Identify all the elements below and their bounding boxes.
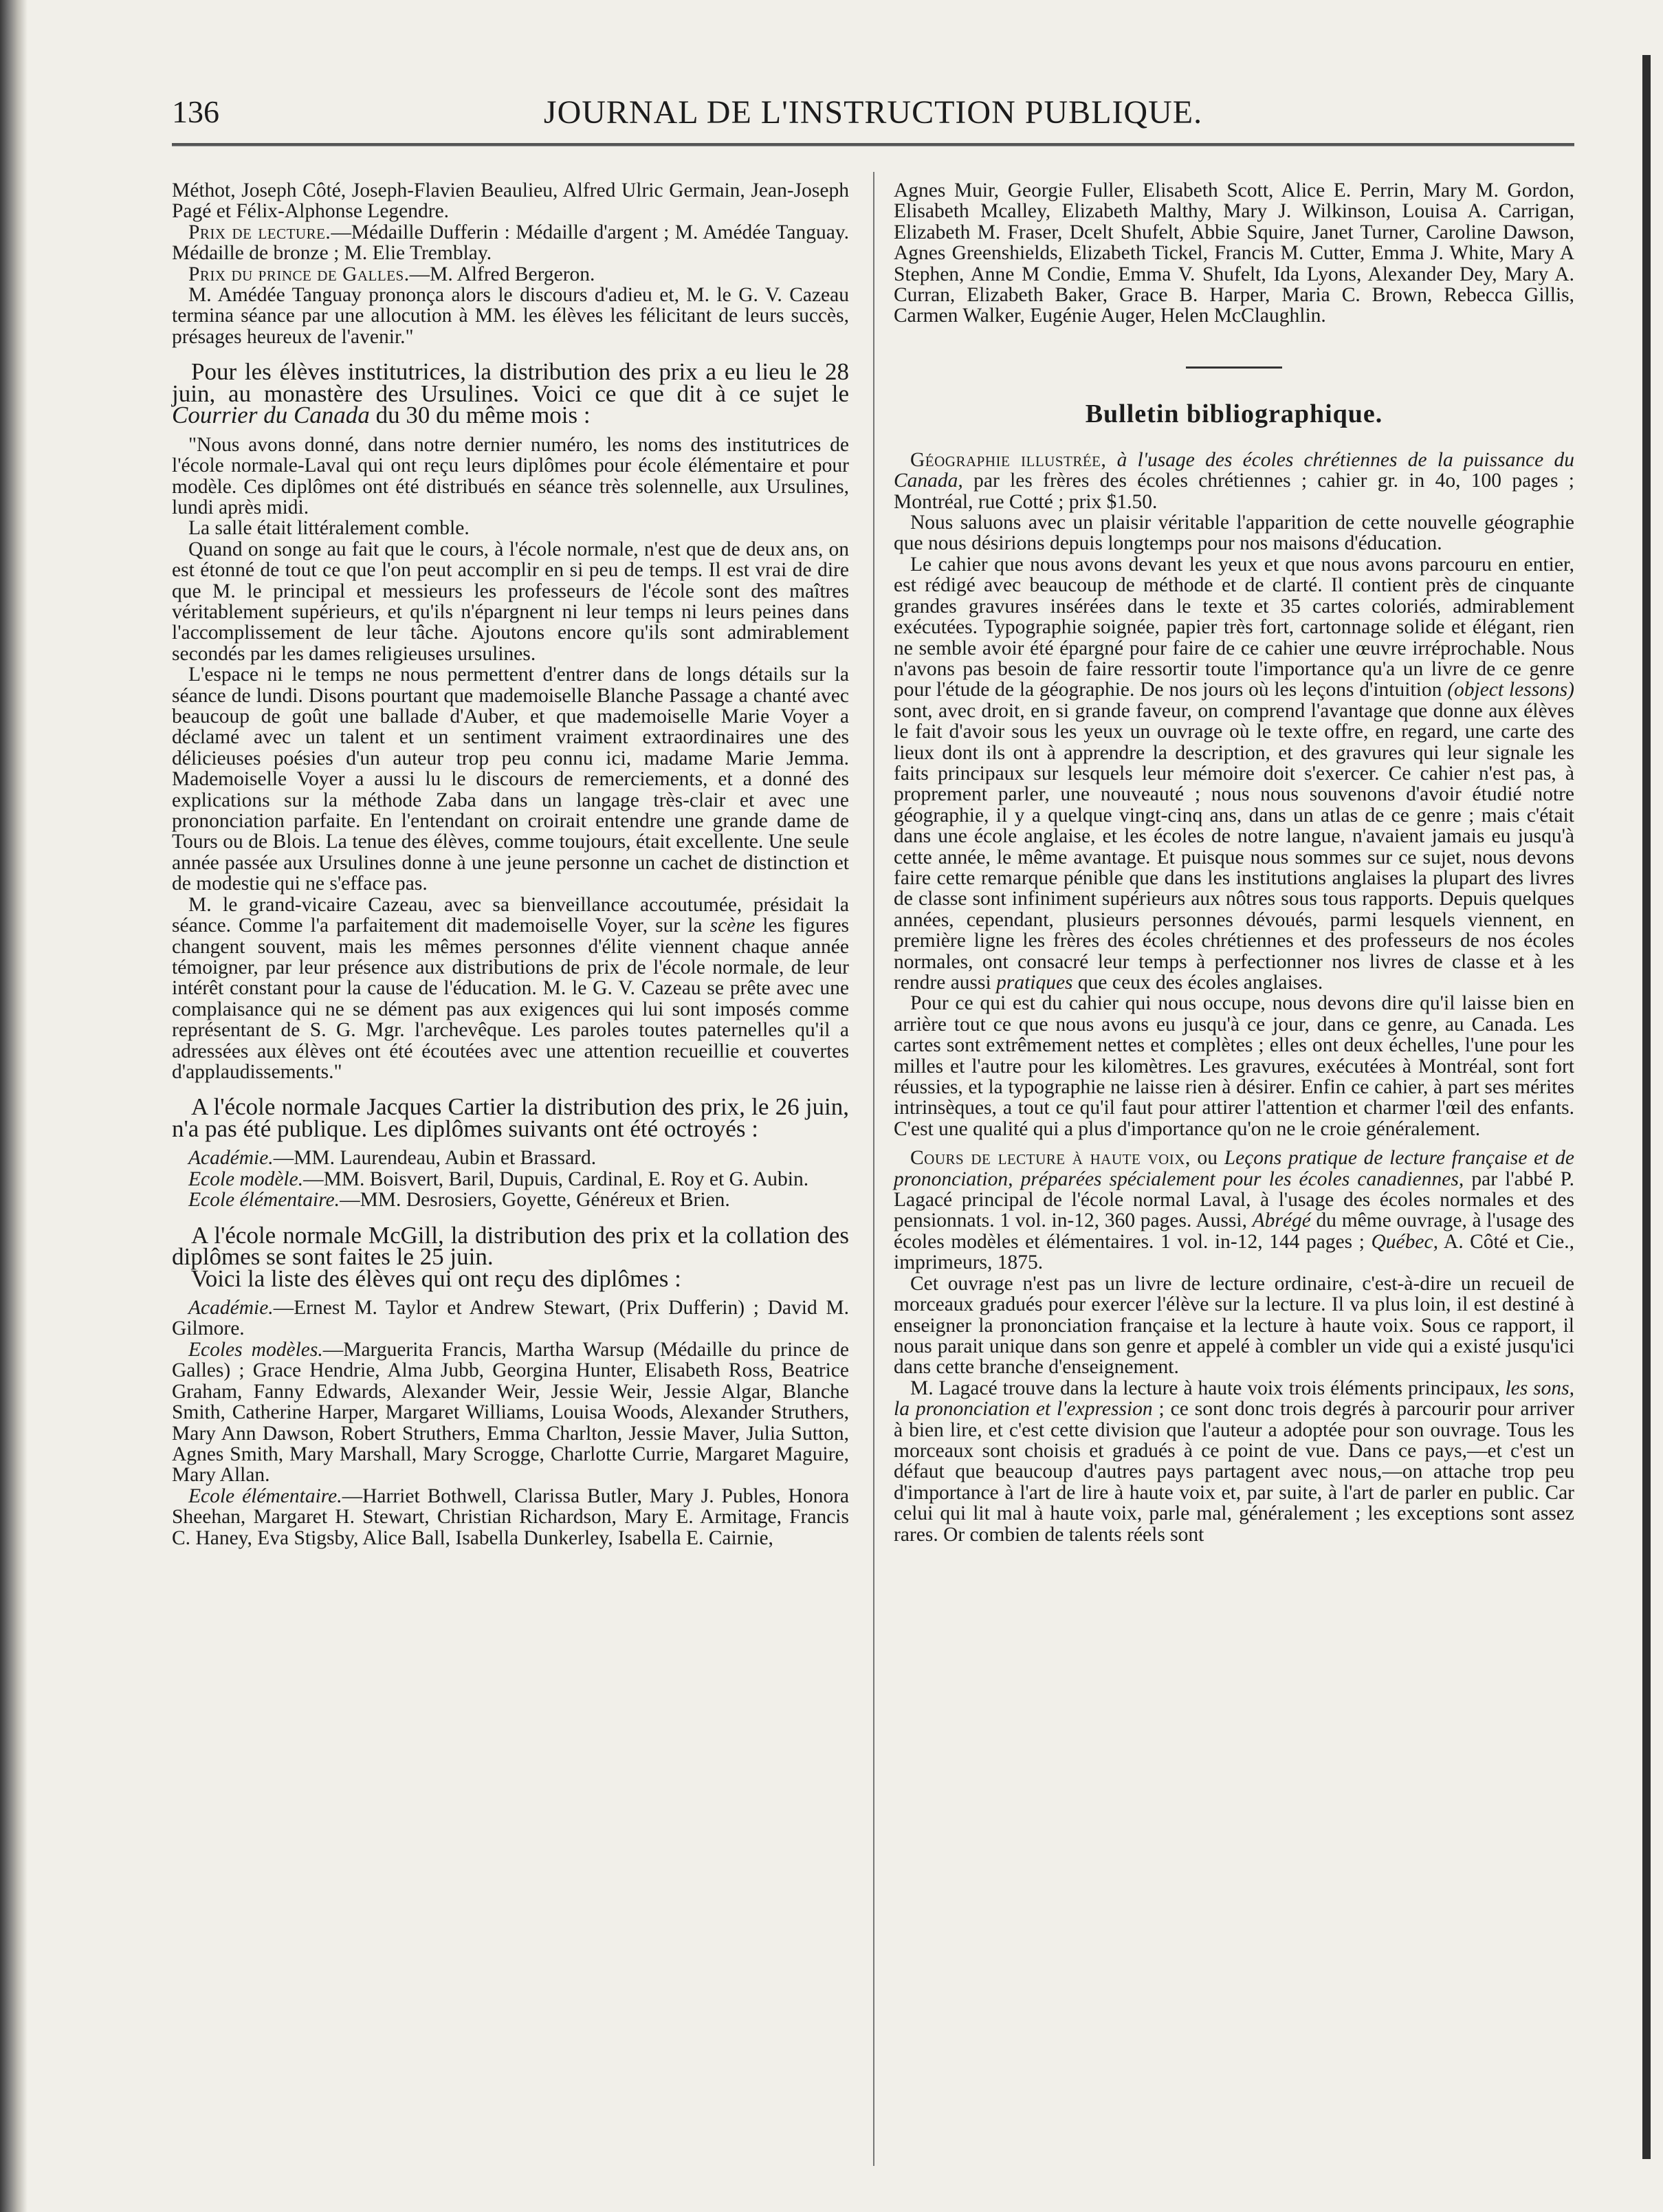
page-edge-bar [1642, 55, 1651, 2159]
paragraph-text: —M. Alfred Bergeron. [409, 263, 595, 285]
page-number: 136 [172, 94, 219, 129]
paragraph-text: Pour les élèves institutrices, la distribution des prix a eu lieu le 28 juin, au monastère des Ursulines. Voici ce que dit à ce sujet le [172, 358, 849, 407]
paragraph-text: —Médaille Dufferin : Médaille d'argent ; M. Amédée Tanguay. Médaille de bronze ; M. Elie Tremblay. [172, 221, 849, 265]
left-column [172, 180, 849, 1548]
book-entry [894, 1148, 1574, 1273]
book-details: par l'abbé P. Lagacé principal de l'école normal Laval, à l'usage des écoles normales et des pensionnats. 1 vol. in-12, 360 pages. Aussi, [894, 1168, 1574, 1232]
paragraph-text: sont, avec droit, en si grande faveur, on comprend l'avantage que donne aux élèves le fait d'avoir sous les yeux un ouvrage où le texte offre, en regard, une carte des lieux dont ils ont à apprendre la description, et des gravures qui leur signale les faits principaux sur lesquels leur mémoire doit s'exercer. Ce cahier n'est pas, à proprement parler, une nouveauté ; nous nous souvenons d'avoir étudié notre géographie, il y a quelque vingt-cinq ans, dans un atlas de ce genre ; mais c'était dans une école anglaise, et les écoles de notre langue, n'avaient jamais eu jusqu'à cette année, le même avantage. Et puisque nous sommes sur ce sujet, nous devons faire cette remarque pénible que dans les institutions anglaises la plupart des livres de classe sont infiniment supérieurs aux nôtres sous tous rapports. Depuis quelques années, cependant, plusieurs personnes dévoués, parmi lesquels viennent, en première ligne les frères des écoles chrétiennes et des professeurs de nos écoles normales, ont consacré leur temps à perfectionner nos livres de classe et à les rendre aussi [894, 699, 1574, 994]
paragraph: La salle était littéralement comble. [188, 517, 470, 540]
binding-edge [0, 0, 27, 2212]
paragraph-text: M. le grand-vicaire Cazeau, avec sa bienveillance accoutumée, présidait la séance. Comme l'a parfaitement dit mademoiselle Voyer, sur la [172, 893, 849, 937]
paragraph-text: que ceux des écoles anglaises. [1072, 972, 1323, 994]
book-subtitle: à l'usage des écoles chrétiennes de la puissance du Canada, [894, 448, 1574, 492]
paragraph [172, 264, 849, 285]
diploma-label: Ecole élémentaire. [188, 1485, 342, 1507]
paragraph: Agnes Muir, Georgie Fuller, Elisabeth Scott, Alice E. Perrin, Mary M. Gordon, Elisabeth Mcalley, Elizabeth Malthy, Mary J. Wilkinson, Louisa A. Carrigan, Elizabeth M. Fraser, Dcelt Shufelt, Abbie Squire, Janet Turner, Caroline Dawson, Agnes Greenshields, Elizabeth Tickel, Francis M. Cutter, Emma J. White, Mary A Stephen, Anne M Condie, Emma V. Shufelt, Ida Lyons, Alexander Dey, Mary A. Curran, Elizabeth Baker, Grace B. Harper, Maria C. Brown, Rebecca Gillis, Carmen Walker, Eugénie Auger, Helen McClaughlin. [894, 179, 1574, 327]
paragraph: A l'école normale Jacques Cartier la distribution des prix, le 26 juin, n'a pas été publique. Les diplômes suivants ont été octroyés : [172, 1093, 849, 1142]
prize-label: Prix du prince de Galles. [188, 263, 410, 285]
paragraph: Pour ce qui est du cahier qui nous occupe, nous devons dire qu'il laisse bien en arrière tout ce que nous avons eu jusqu'à ce jour, dans ce genre, au Canada. Les cartes sont extrêmement nettes et complètes ; elles ont deux échelles, l'une pour les milles et l'autre pour les kilomètres. Les gravures, exécutées à Montréal, sont fort réussies, et la typographie ne laisse rien à désirer. Enfin ce cahier, à part ses mérites intrinsèques, a tout ce qu'il faut pour attirer l'attention et charmer l'œil des enfants. C'est une qualité qui a plus d'importance qu'on ne le croie généralement. [894, 992, 1574, 1140]
italic-word: Abrégé [1252, 1209, 1311, 1232]
paragraph-text: ; ce sont donc trois degrés à parcourir pour arriver à bien lire, et c'est cette division que l'auteur a adoptée pour son ouvrage. Tous les morceaux sont choisis et gradués à ce point de vue. Dans ce pays,—et c'est un défaut que beaucoup d'autres pays partagent avec nous,—on attache trop peu d'importance à l'art de lire à haute voix et, par suite, à l'art de parler en public. Car celui qui lit mal à haute voix, parle mal, généralement ; les exceptions sont assez rares. Or combien de talents réels sont [894, 1398, 1574, 1546]
paragraph-text: du 30 du même mois : [369, 402, 591, 429]
right-column [894, 180, 1574, 1545]
diploma-names: —MM. Laurendeau, Aubin et Brassard. [273, 1147, 597, 1170]
paragraph-text: ou [1190, 1147, 1224, 1170]
book-details: du même ouvrage, à l'usage des écoles modèles et élémentaires. 1 vol. in-12, 144 pages ; [894, 1209, 1574, 1253]
italic-word: Québec, [1371, 1230, 1438, 1253]
book-title: Géographie illustrée, [910, 448, 1107, 471]
prize-label: Prix de lecture. [188, 221, 331, 243]
column-separator [873, 172, 874, 2166]
paragraph [894, 554, 1574, 994]
paragraph: Quand on songe au fait que le cours, à l'école normale, n'est que de deux ans, on est étonné de tout ce que l'on peut accomplir en si peu de temps. Il est vrai de dire que M. le principal et messieurs les professeurs de l'école sont des maîtres véritablement supérieurs, et qu'ils n'épargnent ni leur temps ni leurs peines dans l'accomplissement de leur tâche. Ajoutons encore qu'ils sont admirablement secondés par les dames religieuses ursulines. [172, 538, 849, 665]
diploma-label: Ecole modèle. [188, 1168, 304, 1190]
diploma-entry [172, 1297, 849, 1339]
italic-phrase: (object lessons) [1447, 679, 1574, 701]
book-details: par les frères des écoles chrétiennes ; cahier gr. in 4o, 100 pages ; Montréal, rue Cotté ; prix $1.50. [894, 470, 1574, 513]
diploma-names: —Harriet Bothwell, Clarissa Butler, Mary J. Publes, Honora Sheehan, Margaret H. Stewart, Christian Richardson, Mary E. Armitage, Francis C. Haney, Eva Stigsby, Alice Ball, Isabella Dunkerley, Isabella E. Cairnie, [172, 1485, 849, 1549]
running-title: JOURNAL DE L'INSTRUCTION PUBLIQUE. [543, 94, 1203, 131]
diploma-names: —MM. Desrosiers, Goyette, Généreux et Brien. [340, 1189, 730, 1212]
diploma-entry [172, 1190, 849, 1210]
book-details: A. Côté et Cie., imprimeurs, 1875. [894, 1230, 1574, 1274]
book-subtitle: Leçons pratique de lecture française et de prononciation, préparées spécialement pour les écoles canadiennes, [894, 1147, 1574, 1190]
newspaper-title: Courrier du Canada [172, 402, 370, 429]
diploma-label: Ecoles modèles. [188, 1338, 323, 1361]
section-title: Bulletin bibliographique. [1085, 399, 1383, 428]
page-header [172, 94, 1574, 135]
paragraph: Voici la liste des élèves qui ont reçu des diplômes : [191, 1264, 681, 1292]
diploma-entry [172, 1486, 849, 1548]
book-entry [894, 450, 1574, 512]
diploma-names: —Ernest M. Taylor et Andrew Stewart, (Prix Dufferin) ; David M. Gilmore. [172, 1297, 849, 1340]
paragraph [172, 358, 849, 429]
header-rule [172, 143, 1574, 146]
diploma-label: Ecole élémentaire. [188, 1189, 340, 1212]
paragraph-text: M. Lagacé trouve dans la lecture à haute voix trois éléments principaux, [910, 1377, 1506, 1399]
paragraph [172, 895, 849, 1083]
paragraph: Méthot, Joseph Côté, Joseph-Flavien Beaulieu, Alfred Ulric Germain, Jean-Joseph Pagé et Félix-Alphonse Legendre. [172, 179, 849, 223]
diploma-entry [172, 1339, 849, 1486]
diploma-entry [172, 1148, 849, 1168]
italic-phrase: les sons, la prononciation et l'expression [894, 1377, 1574, 1421]
diploma-names: —MM. Boisvert, Baril, Dupuis, Cardinal, E. Roy et G. Aubin. [303, 1168, 809, 1190]
paragraph: M. Amédée Tanguay prononça alors le discours d'adieu et, M. le G. V. Cazeau termina séance par une allocution à MM. les élèves les félicitant de leurs succès, présages heureux de l'avenir." [172, 284, 849, 348]
paragraph: Cet ouvrage n'est pas un livre de lecture ordinaire, c'est-à-dire un recueil de morceaux gradués pour exercer l'élève sur la lecture. Il va plus loin, il est destiné à enseigner la prononciation française et la lecture à haute voix. Sous ce rapport, il nous parait unique dans son genre et appelé à combler un vide qui a existé jusqu'ici dans cette branche d'enseignement. [894, 1272, 1574, 1379]
italic-word: scène [709, 915, 756, 937]
paragraph-text: les figures changent souvent, mais les mêmes personnes d'élite viennent chaque année témoigner, par leur présence aux distributions de prix de l'école normale, de leur intérêt constant pour la cause de l'éducation. M. le G. V. Cazeau se prête avec une complaisance qui ne se dément pas aux exigences qui lui sont imposés comme représentant de S. G. Mgr. l'archevêque. Les paroles toutes paternelles qu'il a adressées aux élèves ont été écoutées avec une attention recueillie et couvertes d'applaudissements." [172, 915, 850, 1083]
section-divider [1186, 366, 1282, 369]
diploma-label: Académie. [188, 1147, 274, 1170]
paragraph-text: Le cahier que nous avons devant les yeux et que nous avons parcouru en entier, est rédigé avec beaucoup de méthode et de clarté. Il contient près de cinquante grandes gravures insérées dans le texte et 35 cartes coloriés, admirablement exécutées. Typographie soignée, papier très fort, cartonnage solide et élégant, rien ne semble avoir été épargné pour faire de ce cahier une œuvre irréprochable. Nous n'avons pas besoin de faire ressortir toute l'importance qu'a un livre de ce genre pour l'étude de la géographie. De nos jours où les leçons d'intuition [894, 553, 1574, 701]
diploma-entry [172, 1169, 849, 1190]
diploma-names: —Marguerita Francis, Martha Warsup (Médaille du prince de Galles) ; Grace Hendrie, Alma Jubb, Georgina Hunter, Elisabeth Ross, Beatrice Graham, Fanny Edwards, Alexander Weir, Jessie Weir, Jessie Algar, Blanche Smith, Catherine Harper, Margaret Williams, Louisa Woods, Alexander Struthers, Mary Ann Dawson, Robert Struthers, Emma Charlton, Jessie Maver, Julia Sutton, Agnes Smith, Mary Marshall, Mary Scrogge, Charlotte Currie, Margaret Maguire, Mary Allan. [172, 1338, 849, 1487]
paragraph: L'espace ni le temps ne nous permettent d'entrer dans de longs détails sur la séance de lundi. Disons pourtant que mademoiselle Blanche Passage a chanté avec beaucoup de goût une ballade d'Auber, et que mademoiselle Marie Voyer a déclamé avec un talent et un sentiment vraiment extraordinaires une des délicieuses poésies d'un auteur trop peu connu ici, madame Marie Jemma. Mademoiselle Voyer a aussi lu le discours de remerciements, et a donné des explications sur la méthode Zaba dans un langage très-clair et avec une prononciation parfaite. En l'entendant on croirait entendre une grande dame de Tours ou de Blois. La tenue des élèves, comme toujours, était excellente. Une seule année passée aux Ursulines donne à une jeune personne un cachet de distinction et de modestie qui ne s'efface pas. [172, 664, 849, 895]
paragraph [172, 222, 849, 264]
paragraph: Nous saluons avec un plaisir véritable l'apparition de cette nouvelle géographie que nous désirions depuis longtemps pour nos maisons d'éducation. [894, 512, 1574, 555]
book-title: Cours de lecture à haute voix, [910, 1147, 1191, 1170]
italic-word: pratiques [996, 972, 1073, 994]
paragraph [894, 1378, 1574, 1545]
paragraph: "Nous avons donné, dans notre dernier numéro, les noms des institutrices de l'école normale-Laval qui ont reçu leurs diplômes pour école élémentaire et pour modèle. Ces diplômes ont été distribués en séance très solennelle, aux Ursulines, lundi après midi. [172, 433, 849, 518]
paragraph: A l'école normale McGill, la distribution des prix et la collation des diplômes se sont faites le 25 juin. [172, 1221, 849, 1271]
diploma-label: Académie. [188, 1297, 274, 1319]
